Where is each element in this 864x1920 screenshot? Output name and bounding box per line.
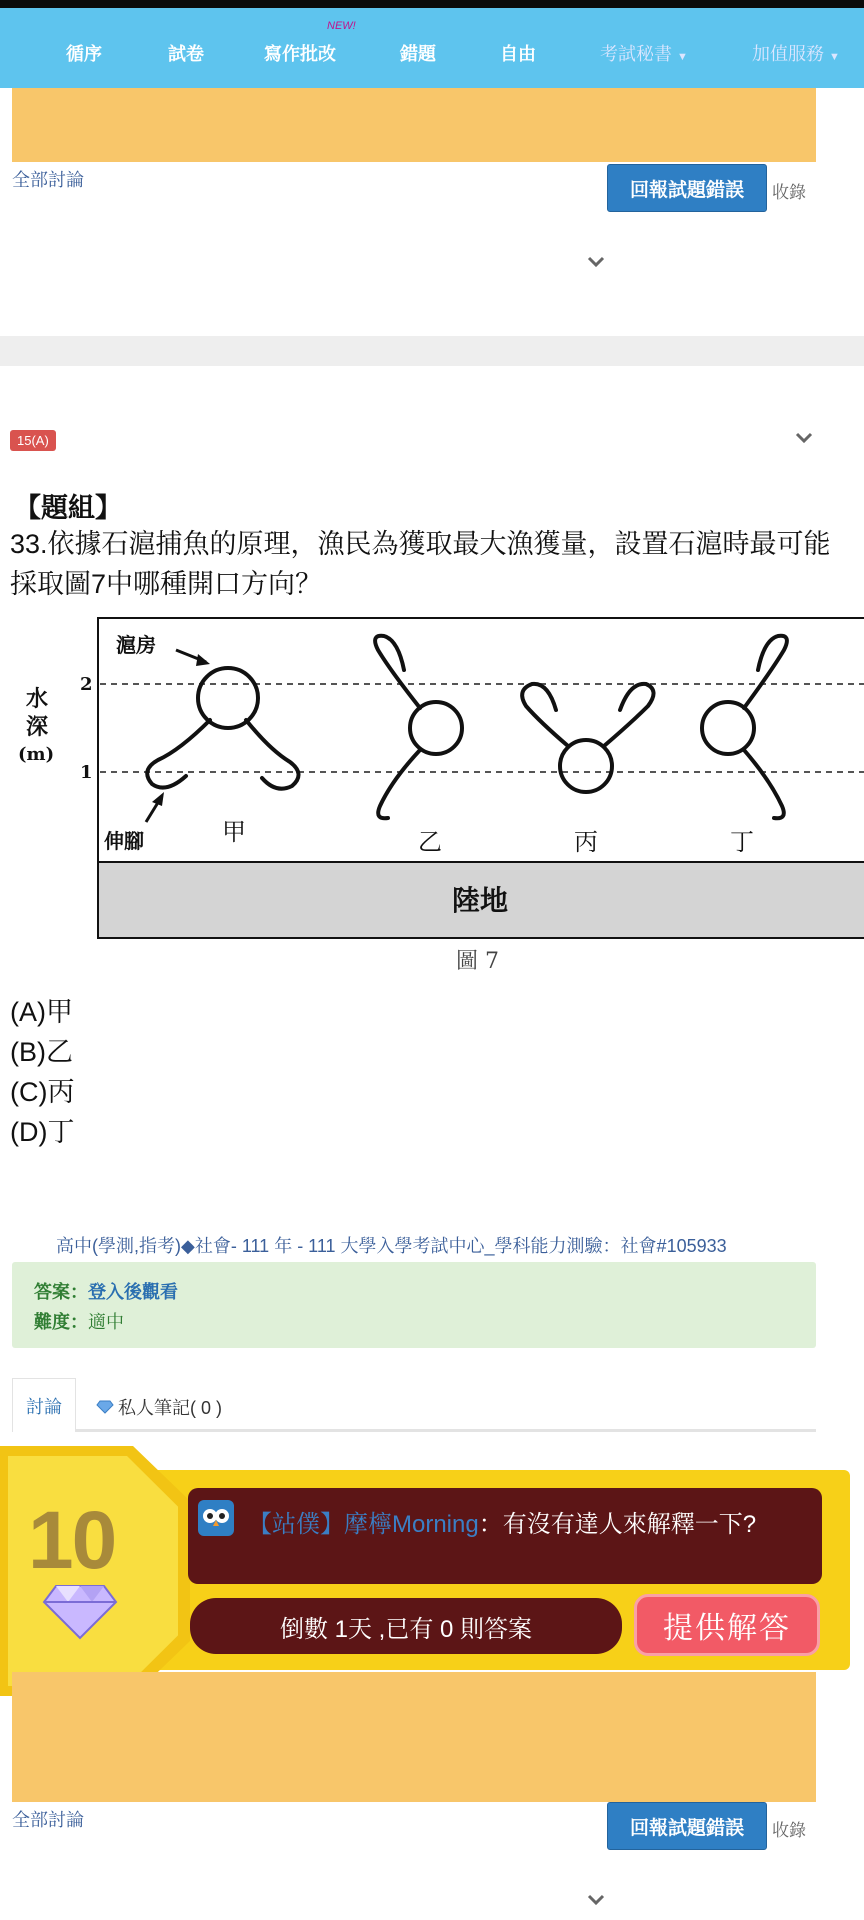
y-label-2: 深 bbox=[26, 714, 49, 740]
bounty-comment-box bbox=[188, 1488, 822, 1584]
y-tick-2: 2 bbox=[80, 674, 93, 695]
new-badge: NEW! bbox=[327, 20, 356, 32]
option-d[interactable]: (D)丁 bbox=[10, 1117, 75, 1147]
answer-info-box bbox=[12, 1262, 816, 1348]
all-discussions-link[interactable]: 全部討論 bbox=[12, 170, 84, 190]
section-divider bbox=[0, 336, 864, 366]
y-tick-1: 1 bbox=[80, 762, 93, 783]
y-label-1: 水 bbox=[26, 686, 49, 712]
bounty-comment bbox=[248, 1504, 756, 1539]
chevron-down-icon[interactable] bbox=[794, 430, 814, 446]
commenter-name[interactable]: 【站僕】摩檸Morning bbox=[248, 1511, 479, 1538]
difficulty-row bbox=[34, 1308, 124, 1334]
tab-discussion[interactable]: 討論 bbox=[12, 1378, 76, 1432]
diamond-icon bbox=[42, 1584, 118, 1640]
collect-link[interactable]: 收錄 bbox=[772, 183, 806, 202]
top-nav bbox=[0, 0, 864, 88]
countdown-status: 倒數 1天 ,已有 0 則答案 bbox=[190, 1598, 622, 1654]
login-to-view-link[interactable]: 登入後觀看 bbox=[88, 1282, 178, 1302]
answer-label: 答案： bbox=[34, 1282, 88, 1302]
nav-wrong-questions[interactable]: 錯題 bbox=[400, 44, 436, 64]
difficulty-value: 適中 bbox=[88, 1312, 124, 1332]
y-label-unit: (m) bbox=[18, 744, 55, 765]
caret-down-icon: ▼ bbox=[677, 51, 688, 63]
item-bing-label: 丙 bbox=[574, 829, 598, 856]
nav-free[interactable]: 自由 bbox=[500, 44, 536, 64]
owl-avatar-icon bbox=[198, 1500, 234, 1536]
bounty-banner bbox=[0, 1446, 864, 1696]
chevron-down-icon[interactable] bbox=[586, 1892, 606, 1908]
nav-sequential[interactable]: 循序 bbox=[66, 44, 102, 64]
label-foot: 伸腳 bbox=[104, 831, 144, 853]
question-text: 33.依據石滬捕魚的原理，漁民為獲取最大漁獲量，設置石滬時最可能採取圖7中哪種開口方向？ bbox=[10, 529, 831, 599]
land-label: 陸地 bbox=[452, 885, 509, 916]
all-discussions-link[interactable]: 全部討論 bbox=[12, 1810, 84, 1830]
comment-text: ：有沒有達人來解釋一下? bbox=[478, 1511, 757, 1538]
provide-answer-button[interactable]: 提供解答 bbox=[634, 1594, 820, 1656]
question-source-link[interactable]: 高中(學測,指考)◆社會- 111 年 - 111 大學入學考試中心_學科能力測驗：社會#105933 bbox=[56, 1236, 727, 1256]
question-badge: 15(A) bbox=[10, 430, 56, 451]
item-jia-label: 甲 bbox=[222, 819, 246, 846]
question-figure bbox=[0, 610, 864, 980]
chevron-down-icon[interactable] bbox=[586, 254, 606, 270]
tab-private-notes[interactable] bbox=[96, 1394, 222, 1420]
nav-writing-correction[interactable]: 寫作批改 bbox=[264, 44, 336, 64]
option-b[interactable]: (B)乙 bbox=[10, 1037, 73, 1067]
tab-private-notes-label: 私人筆記( 0 ) bbox=[118, 1398, 223, 1418]
label-house: 滬房 bbox=[116, 635, 156, 657]
collect-link[interactable]: 收錄 bbox=[772, 1821, 806, 1840]
nav-value-added-label: 加值服務 bbox=[752, 44, 824, 64]
report-error-button[interactable]: 回報試題錯誤 bbox=[607, 164, 767, 212]
nav-exam-papers[interactable]: 試卷 bbox=[168, 44, 204, 64]
question-group-label: 【題組】 bbox=[14, 493, 122, 523]
blurred-answer-block bbox=[12, 1672, 816, 1802]
report-error-button[interactable]: 回報試題錯誤 bbox=[607, 1802, 767, 1850]
blurred-answer-block bbox=[12, 88, 816, 162]
option-c[interactable]: (C)丙 bbox=[10, 1077, 75, 1107]
bounty-points: 10 bbox=[28, 1495, 116, 1586]
item-yi-label: 乙 bbox=[418, 829, 442, 856]
answer-row bbox=[34, 1278, 178, 1304]
discussion-tabs bbox=[12, 1378, 816, 1432]
difficulty-label: 難度： bbox=[34, 1312, 88, 1332]
item-ding-label: 丁 bbox=[730, 829, 754, 856]
nav-exam-secretary-label: 考試秘書 bbox=[600, 44, 672, 64]
option-a[interactable]: (A)甲 bbox=[10, 997, 73, 1027]
nav-value-added[interactable] bbox=[752, 40, 840, 66]
diamond-icon bbox=[96, 1400, 114, 1414]
caret-down-icon: ▼ bbox=[829, 51, 840, 63]
figure-caption: 圖 7 bbox=[456, 949, 499, 974]
nav-exam-secretary[interactable] bbox=[600, 40, 688, 66]
